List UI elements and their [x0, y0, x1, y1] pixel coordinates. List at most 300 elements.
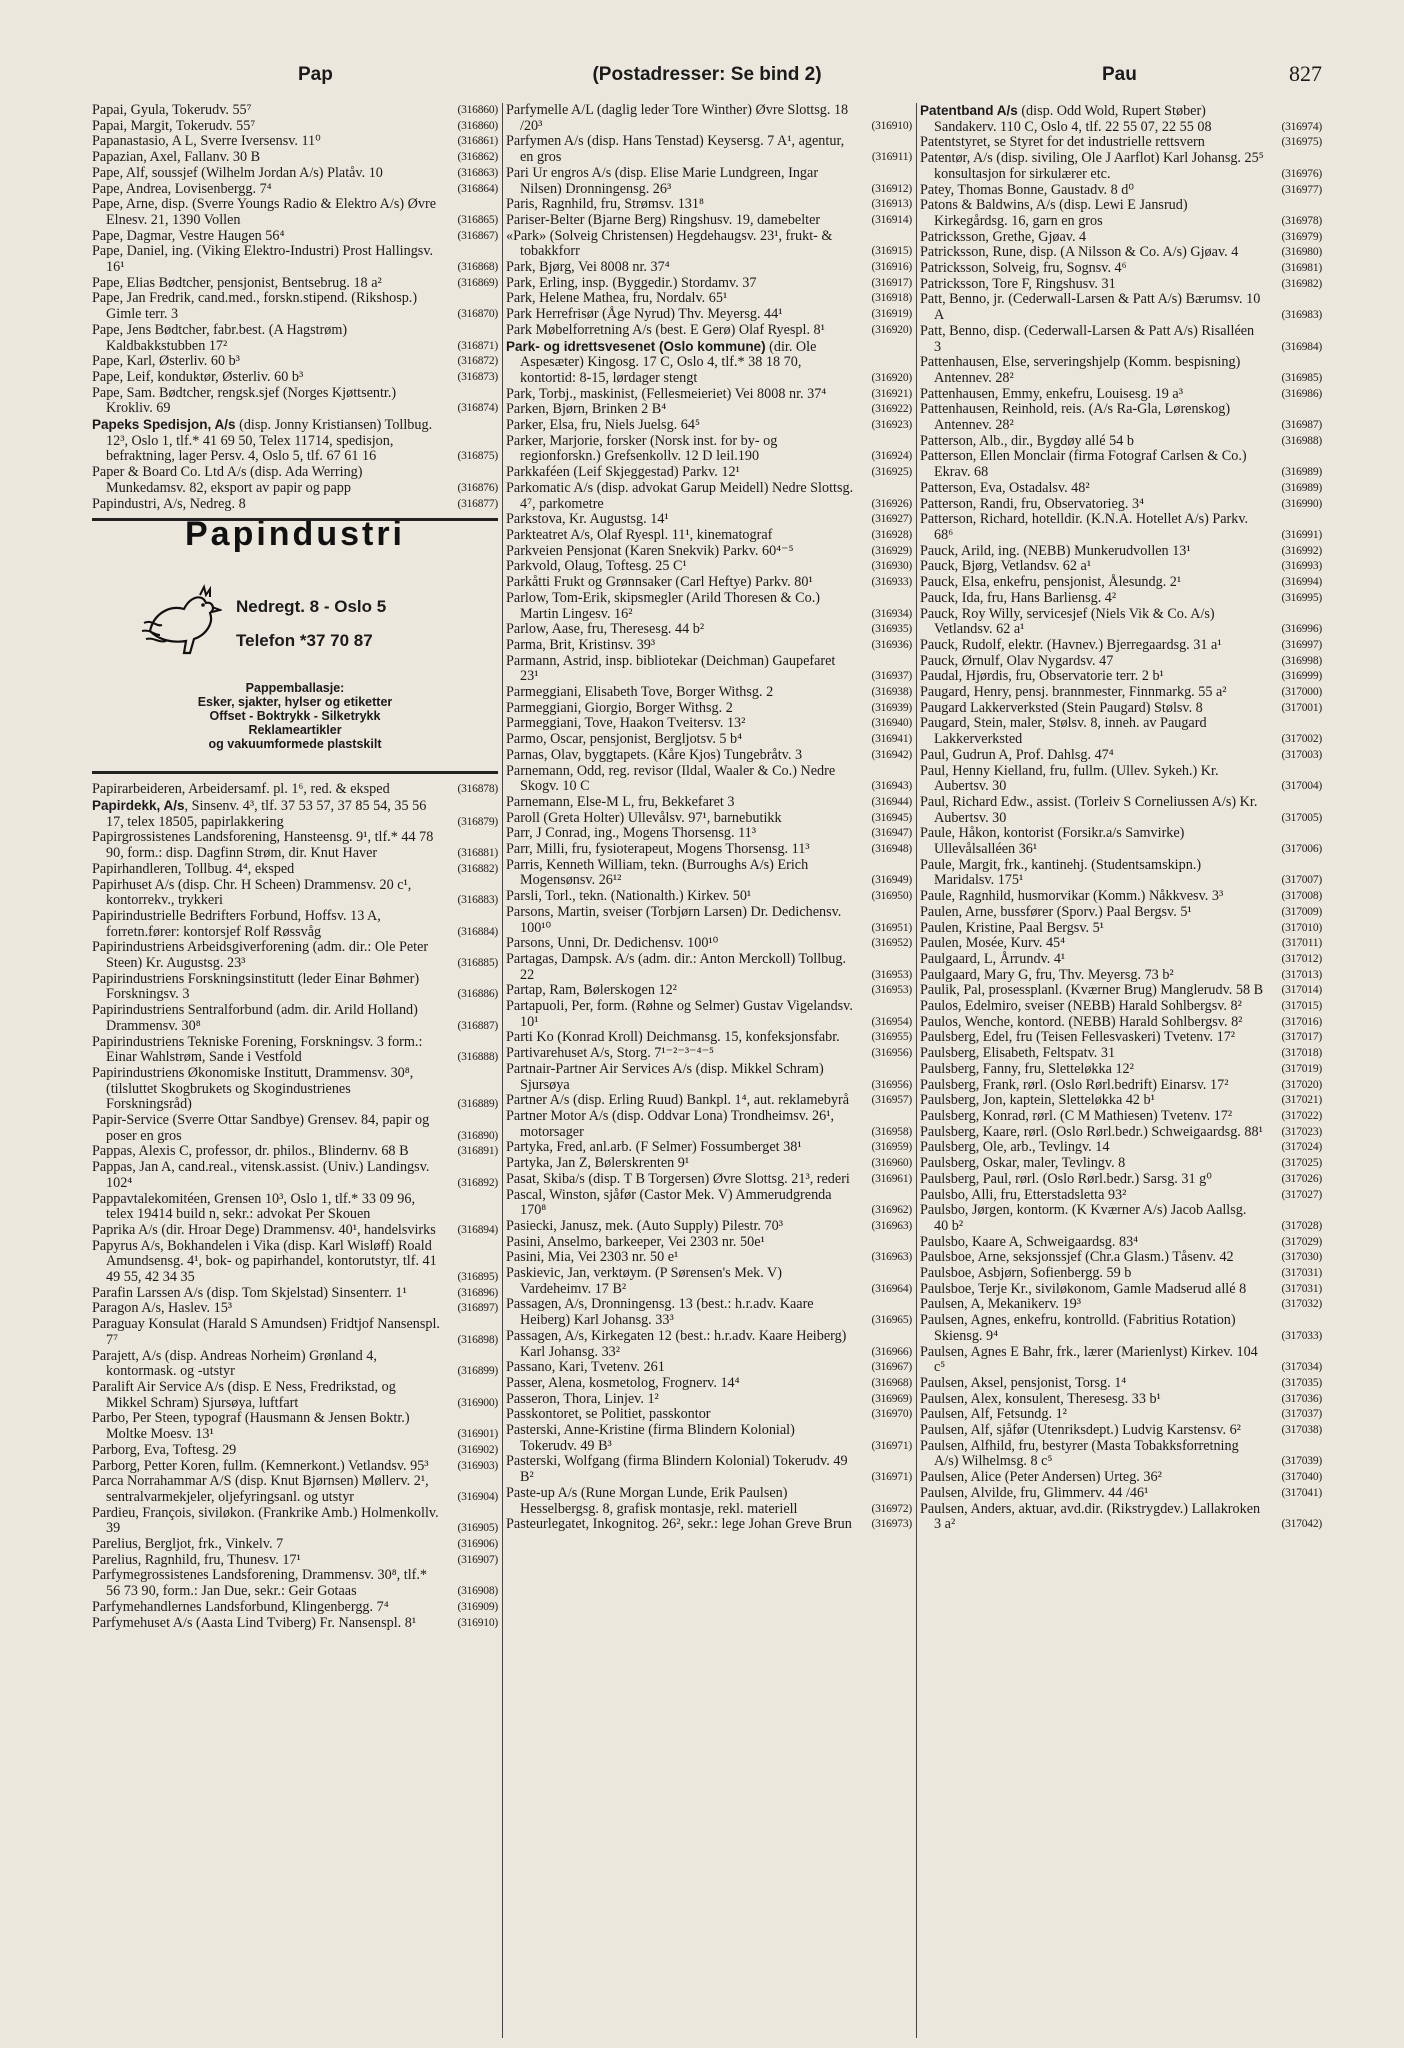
directory-entry — [920, 1266, 1322, 1282]
entry-text: Patentstyret, se Styret for det industrielle rettsvern — [920, 134, 1205, 151]
entry-number: (316919) — [871, 308, 912, 321]
entry-number: (316886) — [457, 988, 498, 1001]
directory-entry — [506, 889, 912, 905]
directory-entry — [506, 276, 912, 292]
entry-list-1a — [92, 103, 498, 512]
directory-entry — [920, 1250, 1322, 1266]
entry-number: (316899) — [457, 1365, 498, 1378]
entry-number: (316898) — [457, 1333, 498, 1346]
entry-number: (316896) — [457, 1286, 498, 1299]
directory-entry — [920, 983, 1322, 999]
entry-text: Papai, Margit, Tokerudv. 55⁷ — [92, 117, 256, 134]
entry-number: (316865) — [457, 213, 498, 226]
entry-text: Parkomatic A/s (disp. advokat Garup Meidell) Nedre Slottsg. 4⁷, parkometre — [506, 479, 854, 512]
directory-entry — [92, 1317, 498, 1348]
entry-number: (317032) — [1281, 1298, 1322, 1311]
entry-number: (316998) — [1281, 654, 1322, 667]
directory-entry — [506, 1109, 912, 1140]
entry-text: Patentband A/s (disp. Odd Wold, Rupert Støber) Sandakerv. 110 C, Oslo 4, tlf. 22 55 07, 22 55 08 — [920, 103, 1212, 135]
entry-text: Park, Bjørg, Vei 8008 nr. 37⁴ — [506, 259, 670, 276]
entry-text: Partivarehuset A/s, Storg. 7¹⁻²⁻³⁻⁴⁻⁵ — [506, 1045, 715, 1062]
entry-number: (316959) — [871, 1141, 912, 1154]
directory-entry — [92, 1301, 498, 1317]
entry-text: Paulsberg, Ole, arb., Tevlingv. 14 — [920, 1139, 1110, 1156]
directory-entry — [506, 1093, 912, 1109]
directory-entry — [92, 244, 498, 275]
entry-text: Partyka, Fred, anl.arb. (F Selmer) Fossumberget 38¹ — [506, 1139, 802, 1156]
entry-text: Parfymehuset A/s (Aasta Lind Tviberg) Fr. Nansenspl. 8¹ — [92, 1614, 417, 1631]
directory-entry — [920, 1392, 1322, 1408]
entry-text: Paudal, Hjørdis, fru, Observatorie terr. 2 b¹ — [920, 668, 1164, 685]
directory-entry — [506, 339, 912, 387]
entry-number: (316895) — [457, 1271, 498, 1284]
entry-number: (316927) — [871, 513, 912, 526]
entry-text: Partner A/s (disp. Erling Ruud) Bankpl. 1⁴, aut. reklamebyrå — [506, 1092, 850, 1109]
directory-entry — [506, 418, 912, 434]
directory-entry — [506, 528, 912, 544]
directory-entry — [920, 292, 1322, 323]
directory-entry — [506, 905, 912, 936]
directory-entry — [506, 716, 912, 732]
entry-number: (316904) — [457, 1490, 498, 1503]
directory-entry — [920, 151, 1322, 182]
entry-text: Pasteurlegatet, Inkognitog. 26², sekr.: lege Johan Greve Brun — [506, 1516, 852, 1533]
rooster-logo-icon — [140, 583, 222, 663]
entry-number: (316862) — [457, 151, 498, 164]
entry-text: Paulsen, Aksel, pensjonist, Torsg. 1⁴ — [920, 1374, 1127, 1391]
entry-text: Parsli, Torl., tekn. (Nationalth.) Kirkev. 50¹ — [506, 888, 752, 905]
directory-entry — [506, 1140, 912, 1156]
entry-text: Parkteatret A/s, Olaf Ryespl. 11¹, kinematograf — [506, 526, 773, 543]
entry-number: (316871) — [457, 339, 498, 352]
entry-number: (316928) — [871, 528, 912, 541]
entry-number: (316940) — [871, 717, 912, 730]
entry-text: Parca Norrahammar A/S (disp. Knut Bjørnsen) Møllerv. 2¹, sentralvarmekjeler, oljefyringsanl. og utstyr — [92, 1473, 429, 1505]
entry-number: (316890) — [457, 1129, 498, 1142]
directory-entry — [92, 1160, 498, 1191]
entry-text: Partnair-Partner Air Services A/s (disp. Mikkel Schram) Sjursøya — [506, 1060, 824, 1093]
entry-text: Paulos, Edelmiro, sveiser (NEBB) Harald Sohlbergsv. 8² — [920, 998, 1242, 1015]
directory-entry — [920, 1502, 1322, 1533]
directory-entry — [920, 135, 1322, 151]
directory-entry — [92, 354, 498, 370]
entry-number: (316861) — [457, 135, 498, 148]
entry-number: (316999) — [1281, 670, 1322, 683]
entry-text: Patey, Thomas Bonne, Gaustadv. 8 d⁰ — [920, 181, 1135, 198]
entry-number: (316993) — [1281, 560, 1322, 573]
entry-text: Partyka, Jan Z, Bølerskrenten 9¹ — [506, 1155, 690, 1172]
directory-entry — [506, 622, 912, 638]
directory-entry — [920, 1046, 1322, 1062]
entry-number: (316949) — [871, 874, 912, 887]
entry-text: Passagen, A/s, Dronningensg. 13 (best.: h.r.adv. Kaare Heiberg) Karl Johansg. 33³ — [506, 1296, 814, 1329]
entry-text: Passagen, A/s, Kirkegaten 12 (best.: h.r.adv. Kaare Heiberg) Karl Johansg. 33² — [506, 1327, 847, 1360]
entry-text: Parsons, Martin, sveiser (Torbjørn Larsen) Dr. Dedichensv. 100¹⁰ — [506, 903, 842, 936]
entry-number: (316992) — [1281, 544, 1322, 557]
entry-text: Paul, Gudrun A, Prof. Dahlsg. 47⁴ — [920, 746, 1114, 763]
entry-text: Parker, Elsa, fru, Niels Juelsg. 64⁵ — [506, 417, 700, 434]
directory-entry — [92, 1380, 498, 1411]
directory-entry — [506, 1219, 912, 1235]
entry-text: Paulsberg, Kaare, rørl. (Oslo Rørl.bedr.) Schweigaardsg. 88¹ — [920, 1123, 1263, 1140]
entry-text: Pasiecki, Janusz, mek. (Auto Supply) Pilestr. 70³ — [506, 1217, 783, 1234]
entry-text: Partapuoli, Per, form. (Røhne og Selmer) Gustav Vigelandsv. 10¹ — [506, 998, 853, 1030]
directory-entry — [506, 748, 912, 764]
directory-entry — [92, 1616, 498, 1632]
entry-text: Pape, Daniel, ing. (Viking Elektro-Industri) Prost Hallingsv. 16¹ — [92, 243, 434, 276]
directory-entry — [506, 858, 912, 889]
entry-text: Patterson, Ellen Monclair (firma Fotograf Carlsen & Co.) Ekrav. 68 — [920, 448, 1247, 481]
entry-number: (316990) — [1281, 497, 1322, 510]
directory-entry — [506, 465, 912, 481]
entry-text: Paroll (Greta Holter) Ullevålsv. 97¹, barnebutikk — [506, 809, 782, 826]
entry-text: Paul, Henny Kielland, fru, fullm. (Ullev. Sykeh.) Kr. Aubertsv. 30 — [920, 762, 1219, 795]
entry-text: Paulsberg, Frank, rørl. (Oslo Rørl.bedrift) Einarsv. 17² — [920, 1076, 1229, 1093]
entry-number: (316863) — [457, 166, 498, 179]
entry-number: (316974) — [1281, 120, 1322, 133]
entry-text: Paulsen, Alfhild, fru, bestyrer (Masta Tobakksforretning A/s) Wilhelmsg. 8 c⁵ — [920, 1437, 1239, 1470]
entry-text: Paragon A/s, Haslev. 15³ — [92, 1300, 233, 1317]
entry-text: Paskievic, Jan, verktøym. (P Sørensen's Mek. V) Vardeheimv. 17 B² — [506, 1265, 783, 1297]
entry-number: (316888) — [457, 1051, 498, 1064]
entry-text: Papirgrossistenes Landsforening, Hansteensg. 9¹, tlf.* 44 78 90, form.: disp. Dagfinn Strøm, dir. Knut Haver — [92, 829, 434, 862]
advert-product-line: og vakuumformede plastskilt — [208, 737, 382, 752]
entry-number: (316951) — [871, 921, 912, 934]
directory-entry — [920, 198, 1322, 229]
entry-text: Paulos, Wenche, kontord. (NEBB) Harald Sohlbergsv. 8² — [920, 1013, 1243, 1030]
entry-text: Pasterski, Wolfgang (firma Blindern Kolonial) Tokerudv. 49 B² — [506, 1453, 848, 1486]
directory-entry — [506, 1392, 912, 1408]
directory-entry — [920, 748, 1322, 764]
entry-number: (317006) — [1281, 843, 1322, 856]
entry-number: (316938) — [871, 686, 912, 699]
entry-number: (316986) — [1281, 387, 1322, 400]
directory-entry — [506, 1486, 912, 1517]
entry-number: (316910) — [457, 1616, 498, 1629]
entry-text: Papirhandleren, Tollbug. 4⁴, eksped — [92, 860, 295, 877]
directory-entry — [92, 386, 498, 417]
entry-text: Passkontoret, se Politiet, passkontor — [506, 1406, 711, 1423]
entry-text: Paulsen, Agnes, enkefru, kontrolld. (Fabritius Rotation) Skiensg. 9⁴ — [920, 1312, 1236, 1344]
entry-number: (316941) — [871, 733, 912, 746]
entry-text: Pariser-Belter (Bjarne Berg) Ringshusv. 19, damebelter — [506, 211, 821, 228]
papindustri-advert — [92, 518, 498, 774]
entry-text: Paulsboe, Asbjørn, Sofienbergg. 59 b — [920, 1265, 1132, 1282]
entry-number: (316868) — [457, 261, 498, 274]
entry-text: Patterson, Alb., dir., Bygdøy allé 54 b — [920, 432, 1134, 449]
entry-number: (316976) — [1281, 167, 1322, 180]
directory-entry — [920, 1140, 1322, 1156]
entry-list-2 — [506, 103, 912, 1533]
directory-entry — [920, 795, 1322, 826]
entry-number: (316943) — [871, 780, 912, 793]
entry-number: (316883) — [457, 894, 498, 907]
directory-entry — [920, 1156, 1322, 1172]
directory-entry — [92, 862, 498, 878]
entry-text: Paulsberg, Edel, fru (Teisen Fellesvaskeri) Tvetenv. 17² — [920, 1029, 1236, 1046]
advert-product-line: Reklameartikler — [248, 723, 342, 738]
entry-number: (316901) — [457, 1428, 498, 1441]
entry-text: Pape, Dagmar, Vestre Haugen 56⁴ — [92, 227, 285, 244]
entry-number: (316939) — [871, 701, 912, 714]
directory-entry — [920, 889, 1322, 905]
entry-text: Pape, Elias Bødtcher, pensjonist, Bentsebrug. 18 a² — [92, 274, 382, 291]
directory-entry — [920, 905, 1322, 921]
entry-text: Pappavtalekomitéen, Grensen 10³, Oslo 1, tlf.* 33 09 96, telex 19414 build n, sekr.: advokat Per Skouen — [92, 1190, 416, 1223]
directory-entry — [920, 324, 1322, 355]
directory-entry — [506, 999, 912, 1030]
entry-number: (316885) — [457, 957, 498, 970]
entry-number: (316979) — [1281, 230, 1322, 243]
entry-text: Paulsen, Agnes E Bahr, frk., lærer (Marienlyst) Kirkev. 104 c⁵ — [920, 1343, 1258, 1376]
directory-entry — [506, 1030, 912, 1046]
directory-entry — [920, 764, 1322, 795]
entry-number: (316920) — [871, 371, 912, 384]
column-2 — [506, 103, 912, 2038]
entry-text: Parlow, Aase, fru, Theresesg. 44 b² — [506, 621, 705, 638]
entry-number: (316907) — [457, 1553, 498, 1566]
entry-number: (316926) — [871, 497, 912, 510]
entry-text: Paulsbo, Alli, fru, Etterstadsletta 93² — [920, 1186, 1127, 1203]
directory-entry — [920, 1313, 1322, 1344]
entry-text: Paulsberg, Jon, kaptein, Sletteløkka 42 b¹ — [920, 1092, 1155, 1109]
entry-number: (317030) — [1281, 1251, 1322, 1264]
entry-number: (316892) — [457, 1176, 498, 1189]
entry-number: (317031) — [1281, 1267, 1322, 1280]
directory-entry — [920, 544, 1322, 560]
directory-entry — [920, 968, 1322, 984]
directory-entry — [92, 276, 498, 292]
directory-entry — [920, 1407, 1322, 1423]
entry-text: Pape, Alf, soussjef (Wilhelm Jordan A/s) Platåv. 10 — [92, 164, 383, 181]
entry-text: Park Herrefrisør (Åge Nyrud) Thv. Meyersg. 44¹ — [506, 306, 783, 323]
directory-entry — [92, 1349, 498, 1380]
entry-number: (316915) — [871, 245, 912, 258]
entry-text: Paprika A/s (dir. Hroar Dege) Drammensv. 40¹, handelsvirks — [92, 1221, 436, 1238]
directory-entry — [506, 795, 912, 811]
directory-entry — [506, 811, 912, 827]
entry-number: (316994) — [1281, 576, 1322, 589]
entry-text: Papirdekk, A/s, Sinsenv. 4³, tlf. 37 53 57, 37 85 54, 35 56 17, telex 18505, papirlakkering — [92, 797, 427, 830]
directory-entry — [920, 1423, 1322, 1439]
entry-number: (316934) — [871, 607, 912, 620]
entry-text: Patricksson, Grethe, Gjøav. 4 — [920, 228, 1087, 245]
entry-number: (316971) — [871, 1439, 912, 1452]
directory-entry — [920, 1376, 1322, 1392]
directory-entry — [920, 183, 1322, 199]
entry-text: Pape, Jan Fredrik, cand.med., forskn.stipend. (Rikshosp.) Gimle terr. 3 — [92, 290, 418, 323]
directory-entry — [506, 260, 912, 276]
entry-text: Parfymen A/s (disp. Hans Tenstad) Keysersg. 7 A¹, agentur, en gros — [506, 133, 845, 166]
entry-text: Parma, Brit, Kristinsv. 39³ — [506, 636, 656, 653]
entry-text: Park, Erling, insp. (Byggedir.) Stordamv. 37 — [506, 274, 757, 291]
column-3 — [920, 103, 1322, 2038]
directory-entry — [92, 291, 498, 322]
entry-number: (316897) — [457, 1302, 498, 1315]
directory-entry — [506, 1297, 912, 1328]
directory-entry — [506, 434, 912, 465]
entry-number: (316967) — [871, 1361, 912, 1374]
entry-number: (316954) — [871, 1015, 912, 1028]
directory-entry — [506, 1517, 912, 1533]
entry-text: Parfymelle A/L (daglig leder Tore Winther) Øvre Slottsg. 18 /20³ — [506, 103, 849, 134]
directory-entry — [920, 654, 1322, 670]
directory-entry — [92, 1474, 498, 1505]
entry-text: Parmeggiani, Giorgio, Borger Withsg. 2 — [506, 699, 733, 716]
entry-number: (317007) — [1281, 874, 1322, 887]
entry-text: Parkvold, Olaug, Toftesg. 25 C¹ — [506, 558, 687, 575]
directory-entry — [920, 1203, 1322, 1234]
entry-number: (316909) — [457, 1600, 498, 1613]
entry-number: (316922) — [871, 403, 912, 416]
entry-text: Pasat, Skiba/s (disp. T B Torgersen) Øvre Slottsg. 21³, rederi — [506, 1170, 850, 1187]
directory-entry — [506, 481, 912, 512]
entry-text: Paulsbo, Jørgen, kontorm. (K Kværner A/s) Jacob Aallsg. 40 b² — [920, 1202, 1247, 1234]
directory-entry — [506, 103, 912, 134]
advert-title: Papindustri — [184, 518, 406, 554]
entry-number: (317005) — [1281, 811, 1322, 824]
page-number: 827 — [1289, 61, 1322, 86]
entry-number: (317035) — [1281, 1376, 1322, 1389]
entry-number: (316933) — [871, 576, 912, 589]
entry-text: Parmeggiani, Elisabeth Tove, Borger Withsg. 2 — [506, 684, 774, 701]
entry-text: Patterson, Eva, Ostadalsv. 48² — [920, 479, 1090, 496]
entry-text: Passano, Kari, Tvetenv. 261 — [506, 1359, 665, 1376]
directory-entry — [920, 858, 1322, 889]
entry-number: (317023) — [1281, 1125, 1322, 1138]
directory-entry — [920, 1486, 1322, 1502]
directory-entry — [92, 1443, 498, 1459]
entry-number: (316900) — [457, 1396, 498, 1409]
entry-number: (316891) — [457, 1145, 498, 1158]
entry-number: (317011) — [1281, 937, 1322, 950]
entry-number: (316912) — [871, 182, 912, 195]
entry-number: (316964) — [871, 1282, 912, 1295]
header-left-guide: Pap — [298, 64, 333, 85]
entry-number: (316966) — [871, 1345, 912, 1358]
entry-text: Paulsen, A, Mekanikerv. 19³ — [920, 1296, 1081, 1313]
entry-number: (316971) — [871, 1471, 912, 1484]
directory-entry — [506, 512, 912, 528]
entry-text: Pape, Andrea, Lovisenbergg. 7⁴ — [92, 180, 272, 197]
directory-entry — [92, 798, 498, 830]
entry-text: Pape, Sam. Bødtcher, rengsk.sjef (Norges Kjøttsentr.) Krokliv. 69 — [92, 384, 397, 417]
entry-number: (317033) — [1281, 1329, 1322, 1342]
entry-number: (316965) — [871, 1314, 912, 1327]
entry-text: Pauck, Bjørg, Vetlandsv. 62 a¹ — [920, 558, 1092, 575]
entry-text: Paulsberg, Paul, rørl. (Oslo Rørl.bedr.) Sarsg. 31 g⁰ — [920, 1170, 1212, 1187]
entry-number: (316867) — [457, 229, 498, 242]
directory-entry — [506, 559, 912, 575]
entry-number: (316984) — [1281, 340, 1322, 353]
entry-text: Paste-up A/s (Rune Morgan Lunde, Erik Paulsen) Hesselbergsg. 8, grafisk montasje, rekl. materiell — [506, 1484, 798, 1517]
entry-number: (316963) — [871, 1251, 912, 1264]
entry-number: (317009) — [1281, 905, 1322, 918]
directory-entry — [920, 1439, 1322, 1470]
entry-text: Paulsen, Alice (Peter Andersen) Urteg. 36² — [920, 1469, 1162, 1486]
directory-entry — [920, 261, 1322, 277]
entry-number: (316875) — [457, 450, 498, 463]
entry-text: Patterson, Randi, fru, Observatorieg. 3⁴ — [920, 495, 1145, 512]
entry-text: Parafin Larssen A/s (disp. Tom Skjelstad) Sinsenterr. 1¹ — [92, 1284, 407, 1301]
entry-text: Papazian, Axel, Fallanv. 30 B — [92, 149, 261, 166]
directory-entry — [920, 434, 1322, 450]
entry-number: (316910) — [871, 119, 912, 132]
directory-entry — [506, 1266, 912, 1297]
entry-text: Parkveien Pensjonat (Karen Snekvik) Parkv. 60⁴⁻⁵ — [506, 542, 794, 559]
directory-entry — [92, 1113, 498, 1144]
directory-entry — [920, 230, 1322, 246]
entry-text: Paule, Håkon, kontorist (Forsikr.a/s Samvirke) Ullevålsalléen 36¹ — [920, 825, 1185, 858]
entry-number: (317002) — [1281, 733, 1322, 746]
entry-number: (317008) — [1281, 890, 1322, 903]
entry-text: Papindustri, A/s, Nedreg. 8 — [92, 495, 246, 512]
entry-text: Paralift Air Service A/s (disp. E Ness, Fredrikstad, og Mikkel Schram) Sjursøya, luftfart — [92, 1379, 396, 1411]
directory-entry — [506, 732, 912, 748]
entry-text: Papirindustriens Økonomiske Institutt, Drammensv. 30⁸, (tilsluttet Skogbrukets og Skogindustrienes Forskningsråd) — [92, 1064, 414, 1113]
directory-entry — [506, 1407, 912, 1423]
entry-text: Parr, Milli, fru, fysioterapeut, Mogens Thorsensg. 11³ — [506, 841, 810, 858]
directory-entry — [506, 544, 912, 560]
directory-entry — [506, 1188, 912, 1219]
entry-text: Paraguay Konsulat (Harald S Amundsen) Fridtjof Nansenspl. 7⁷ — [92, 1316, 440, 1348]
column-1 — [92, 103, 498, 2038]
directory-entry — [92, 182, 498, 198]
directory-entry — [920, 1109, 1322, 1125]
entry-number: (317037) — [1281, 1408, 1322, 1421]
directory-entry — [920, 1015, 1322, 1031]
entry-number: (316864) — [457, 182, 498, 195]
directory-entry — [506, 1454, 912, 1485]
entry-number: (317012) — [1281, 952, 1322, 965]
directory-entry — [920, 936, 1322, 952]
entry-text: Pappas, Alexis C, professor, dr. philos., Blindernv. 68 B — [92, 1143, 409, 1160]
entry-number: (316970) — [871, 1408, 912, 1421]
entry-number: (317015) — [1281, 1000, 1322, 1013]
entry-number: (317021) — [1281, 1094, 1322, 1107]
entry-number: (316930) — [871, 560, 912, 573]
entry-number: (316876) — [457, 481, 498, 494]
directory-entry — [920, 512, 1322, 543]
entry-text: Pauck, Roy Willy, servicesjef (Niels Vik & Co. A/s) Vetlandsv. 62 a¹ — [920, 605, 1215, 638]
entry-number: (316944) — [871, 795, 912, 808]
entry-text: Parelius, Ragnhild, fru, Thunesv. 17¹ — [92, 1551, 301, 1568]
entry-number: (316874) — [457, 402, 498, 415]
header-center-note: (Postadresser: Se bind 2) — [592, 64, 822, 85]
directory-entry — [920, 103, 1322, 135]
entry-number: (316917) — [871, 276, 912, 289]
entry-text: Paul, Richard Edw., assist. (Torleiv S Corneliussen A/s) Kr. Aubertsv. 30 — [920, 793, 1258, 826]
directory-entry — [506, 323, 912, 339]
directory-entry — [920, 607, 1322, 638]
entry-text: Pari Ur engros A/s (disp. Elise Marie Lundgreen, Ingar Nilsen) Dronningensg. 26³ — [506, 164, 819, 197]
entry-text: Papirindustriens Tekniske Forening, Forskningsv. 3 form.: Einar Wahlstrøm, Sande i Vestfold — [92, 1033, 423, 1066]
entry-text: Pasini, Mia, Vei 2303 nr. 50 e¹ — [506, 1249, 679, 1266]
entry-number: (316916) — [871, 261, 912, 274]
directory-entry — [920, 701, 1322, 717]
entry-text: Paulgaard, L, Årrundv. 4¹ — [920, 950, 1066, 967]
entry-text: Paugard Lakkerverksted (Stein Paugard) Stølsv. 8 — [920, 699, 1203, 716]
entry-number: (316881) — [457, 847, 498, 860]
directory-entry — [506, 952, 912, 983]
directory-entry — [506, 936, 912, 952]
directory-entry — [92, 1003, 498, 1034]
directory-entry — [920, 497, 1322, 513]
entry-number: (316903) — [457, 1459, 498, 1472]
directory-entry — [506, 213, 912, 229]
directory-entry — [920, 1125, 1322, 1141]
entry-number: (316987) — [1281, 419, 1322, 432]
